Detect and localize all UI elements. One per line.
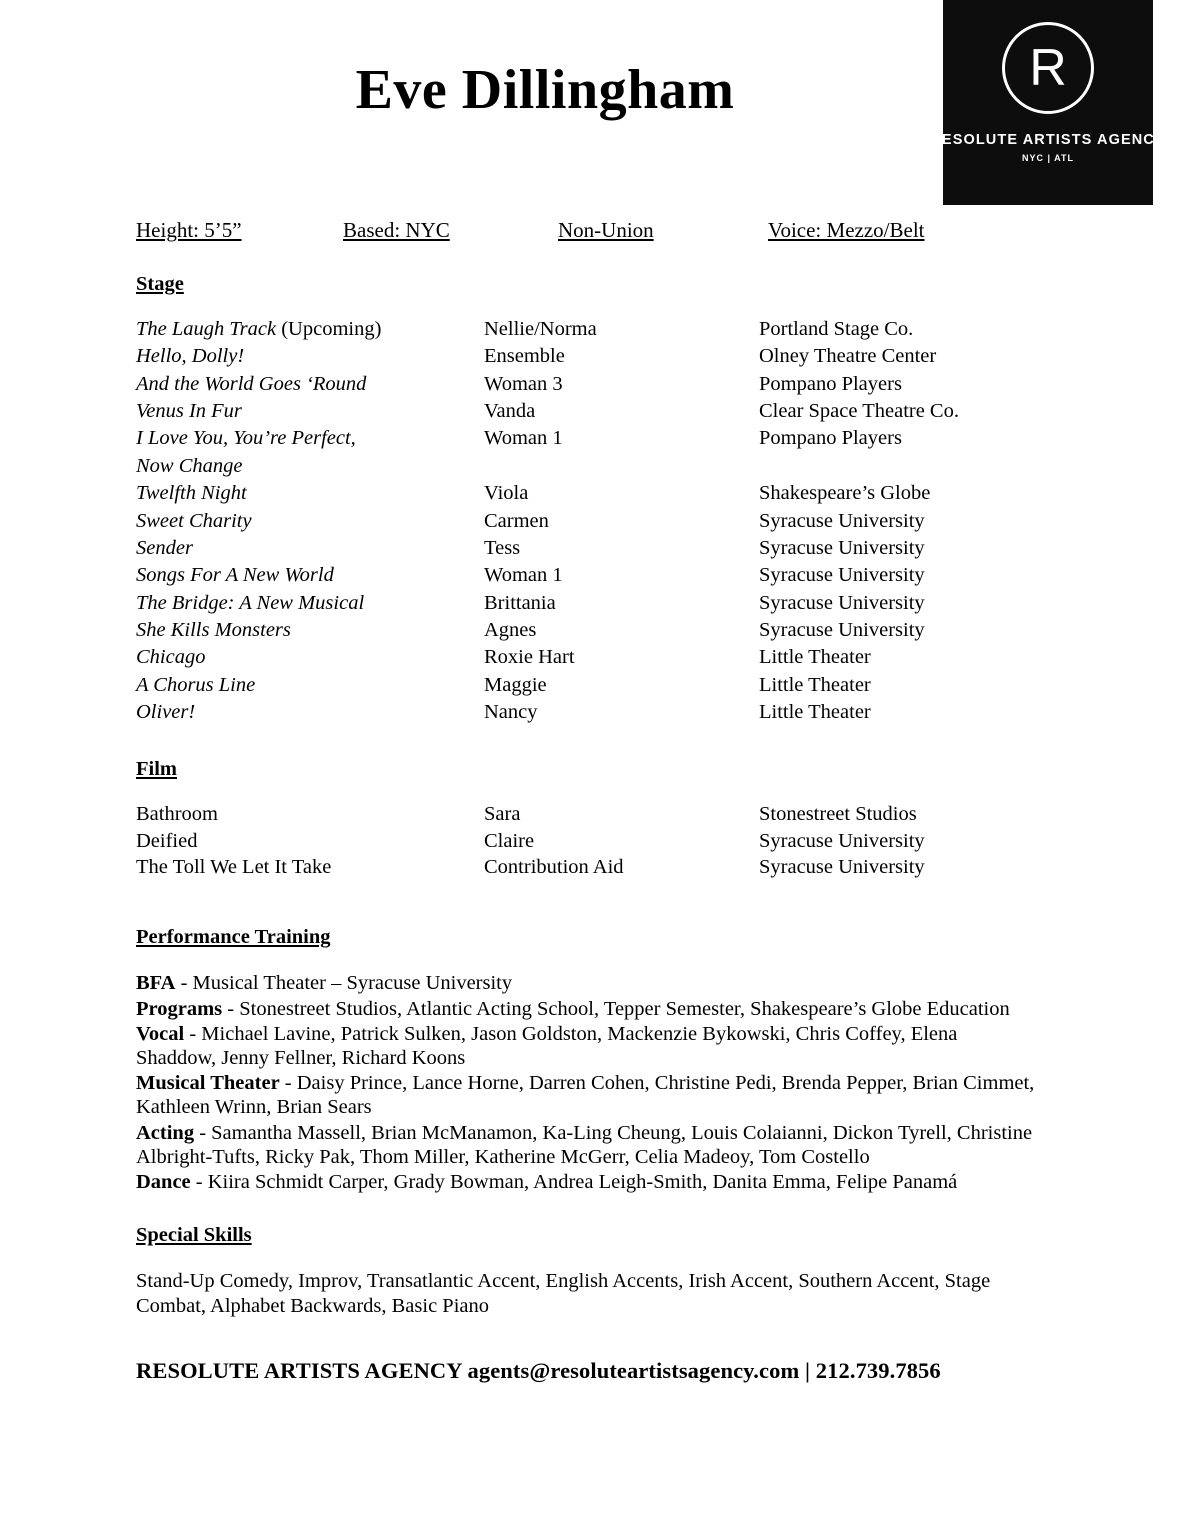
training-entry-text: - Stonestreet Studios, Atlantic Acting School, Tepper Semester, Shakespeare’s Globe Education xyxy=(222,997,1010,1020)
credit-company: Little Theater xyxy=(759,673,871,696)
credit-show xyxy=(136,427,484,454)
training-entries xyxy=(136,971,1036,1194)
credit-role: Vanda xyxy=(484,400,536,423)
section-heading-film: Film xyxy=(136,758,177,781)
credit-role: Claire xyxy=(484,829,535,852)
training-entry xyxy=(136,1071,1036,1119)
credit-show: The Toll We Let It Take xyxy=(136,856,332,879)
vital-union-text: Non-Union xyxy=(558,218,654,242)
credit-show xyxy=(136,345,484,372)
credit-role: Maggie xyxy=(484,673,547,696)
credit-company: Syracuse University xyxy=(759,829,925,852)
credit-role: Woman 3 xyxy=(484,372,563,395)
table-row xyxy=(136,674,1016,701)
credit-show xyxy=(136,646,484,673)
training-entry-label: Acting xyxy=(136,1121,195,1144)
credit-show-title: She Kills Monsters xyxy=(136,618,291,641)
credit-show xyxy=(136,318,484,345)
credit-role: Tess xyxy=(484,536,521,559)
credit-show xyxy=(136,373,484,400)
credit-company: Pompano Players xyxy=(759,372,902,395)
credit-show-title: A Chorus Line xyxy=(136,673,256,696)
credit-show xyxy=(136,564,484,591)
credit-show-title: The Bridge: A New Musical xyxy=(136,591,365,614)
credit-show-title: Sweet Charity xyxy=(136,509,252,532)
credit-role: Ensemble xyxy=(484,345,565,368)
section-training xyxy=(136,926,1036,1194)
training-entry-text: - Daisy Prince, Lance Horne, Darren Cohen, Christine Pedi, Brenda Pepper, Brian Cimmet, Kathleen Wrinn, Brian Sears xyxy=(136,1072,1035,1119)
table-row xyxy=(136,373,1016,400)
credit-role: Woman 1 xyxy=(484,564,563,587)
section-heading-stage: Stage xyxy=(136,273,184,295)
credit-show-title: And the World Goes ‘Round xyxy=(136,372,367,395)
training-entry-text: - Samantha Massell, Brian McManamon, Ka-Ling Cheung, Louis Colaianni, Dickon Tyrell, Christine Albright-Tufts, Ricky Pak, Thom Miller, Katherine McGerr, Celia Madeoy, Tom Costello xyxy=(136,1121,1033,1168)
section-stage xyxy=(136,273,1036,728)
credit-show-title: Songs For A New World xyxy=(136,564,334,587)
credit-show-title: I Love You, You’re Perfect, xyxy=(136,427,356,450)
credit-company: Syracuse University xyxy=(759,856,925,879)
credit-company xyxy=(759,455,1016,482)
credit-role: Nellie/Norma xyxy=(484,318,597,340)
credit-show-title: Oliver! xyxy=(136,701,196,724)
credit-show: Deified xyxy=(136,829,198,852)
training-entry xyxy=(136,971,1036,995)
training-entry-label: Vocal xyxy=(136,1022,185,1045)
credit-role: Carmen xyxy=(484,509,549,532)
section-heading-skills: Special Skills xyxy=(136,1224,252,1247)
training-entry-text: - Musical Theater – Syracuse University xyxy=(175,972,513,995)
table-row xyxy=(136,856,1016,882)
stage-credits-table xyxy=(136,318,1016,728)
training-entry xyxy=(136,1022,1036,1070)
credit-show xyxy=(136,592,484,619)
page-title: Eve Dillingham xyxy=(355,59,735,121)
vital-voice xyxy=(768,218,988,243)
table-row xyxy=(136,427,1016,454)
table-row xyxy=(136,646,1016,673)
training-entry xyxy=(136,1170,1036,1194)
table-row xyxy=(136,564,1016,591)
credit-company: Pompano Players xyxy=(759,427,902,450)
training-entry-text: - Michael Lavine, Patrick Sulken, Jason Goldston, Mackenzie Bykowski, Chris Coffey, Elena Shaddow, Jenny Fellner, Richard Koons xyxy=(136,1022,958,1070)
credit-company: Syracuse University xyxy=(759,618,925,641)
vitals-row xyxy=(136,218,1036,243)
table-row xyxy=(136,318,1016,345)
credit-company: Syracuse University xyxy=(759,591,925,614)
agency-markets: NYC | ATL xyxy=(1021,153,1074,163)
vital-based xyxy=(343,218,558,243)
table-row xyxy=(136,803,1016,829)
table-row xyxy=(136,619,1016,646)
credit-show xyxy=(136,482,484,509)
credit-show xyxy=(136,537,484,564)
credit-show-note: (Upcoming) xyxy=(276,318,382,340)
vital-based-text: Based: NYC xyxy=(343,218,450,242)
table-row xyxy=(136,592,1016,619)
credit-show xyxy=(136,674,484,701)
training-entry-label: Musical Theater xyxy=(136,1072,280,1095)
table-row xyxy=(136,482,1016,509)
section-special-skills xyxy=(136,1224,1036,1318)
credit-role: Nancy xyxy=(484,701,538,724)
credit-company: Olney Theatre Center xyxy=(759,345,937,368)
agency-name: RESOLUTE ARTISTS AGENCY xyxy=(930,132,1166,148)
training-entry-label: Dance xyxy=(136,1170,191,1193)
credit-role: Contribution Aid xyxy=(484,856,624,879)
credit-show-title: Sender xyxy=(136,536,193,559)
section-heading-training: Performance Training xyxy=(136,926,331,949)
training-entry-label: Programs xyxy=(136,997,223,1020)
training-entry-text: - Kiira Schmidt Carper, Grady Bowman, Andrea Leigh-Smith, Danita Emma, Felipe Panamá xyxy=(190,1170,958,1193)
training-entry xyxy=(136,1121,1036,1169)
vital-voice-text: Voice: Mezzo/Belt xyxy=(768,218,925,242)
resume-body xyxy=(136,218,1036,1384)
table-row xyxy=(136,537,1016,564)
training-entry-label: BFA xyxy=(136,972,176,995)
credit-show-title: Venus In Fur xyxy=(136,400,242,423)
table-row xyxy=(136,400,1016,427)
credit-show: Bathroom xyxy=(136,803,218,826)
credit-company: Syracuse University xyxy=(759,536,925,559)
credit-company: Little Theater xyxy=(759,701,871,724)
credit-show-title: Hello, Dolly! xyxy=(136,345,245,368)
credit-company: Syracuse University xyxy=(759,509,925,532)
section-film xyxy=(136,758,1036,882)
table-row xyxy=(136,345,1016,372)
film-credits-table xyxy=(136,803,1016,882)
skills-body: Stand-Up Comedy, Improv, Transatlantic Accent, English Accents, Irish Accent, Southern Accent, Stage Combat, Alphabet Backwards, Basic Piano xyxy=(136,1270,991,1317)
credit-company: Shakespeare’s Globe xyxy=(759,482,931,505)
credit-company: Syracuse University xyxy=(759,564,925,587)
credit-show-title: The Laugh Track xyxy=(136,318,277,340)
table-row xyxy=(136,510,1016,537)
vital-union xyxy=(558,218,768,243)
credit-show-title: Twelfth Night xyxy=(136,482,247,505)
credit-company: Stonestreet Studios xyxy=(759,803,917,826)
credit-role: Brittania xyxy=(484,591,556,614)
table-row xyxy=(136,830,1016,856)
credit-show-title: Now Change xyxy=(136,454,243,477)
agency-contact-footer: RESOLUTE ARTISTS AGENCY agents@resoluteartistsagency.com | 212.739.7856 xyxy=(136,1358,941,1384)
credit-show-title: Chicago xyxy=(136,646,206,669)
credit-company: Portland Stage Co. xyxy=(759,318,914,340)
credit-show xyxy=(136,619,484,646)
table-row xyxy=(136,455,1016,482)
vital-height-text: Height: 5’5” xyxy=(136,218,242,242)
credit-role: Agnes xyxy=(484,618,537,641)
credit-role: Sara xyxy=(484,803,521,826)
table-row xyxy=(136,701,1016,728)
monogram-letter: R xyxy=(1029,39,1067,97)
credit-show xyxy=(136,400,484,427)
credit-company: Clear Space Theatre Co. xyxy=(759,400,959,423)
training-entry xyxy=(136,997,1036,1021)
credit-role: Viola xyxy=(484,482,529,505)
credit-show xyxy=(136,455,484,482)
credit-role xyxy=(484,455,759,482)
credit-show xyxy=(136,510,484,537)
credit-role: Roxie Hart xyxy=(484,646,575,669)
credit-role: Woman 1 xyxy=(484,427,563,450)
credit-company: Little Theater xyxy=(759,646,871,669)
credit-show xyxy=(136,701,484,728)
vital-height xyxy=(136,218,343,243)
